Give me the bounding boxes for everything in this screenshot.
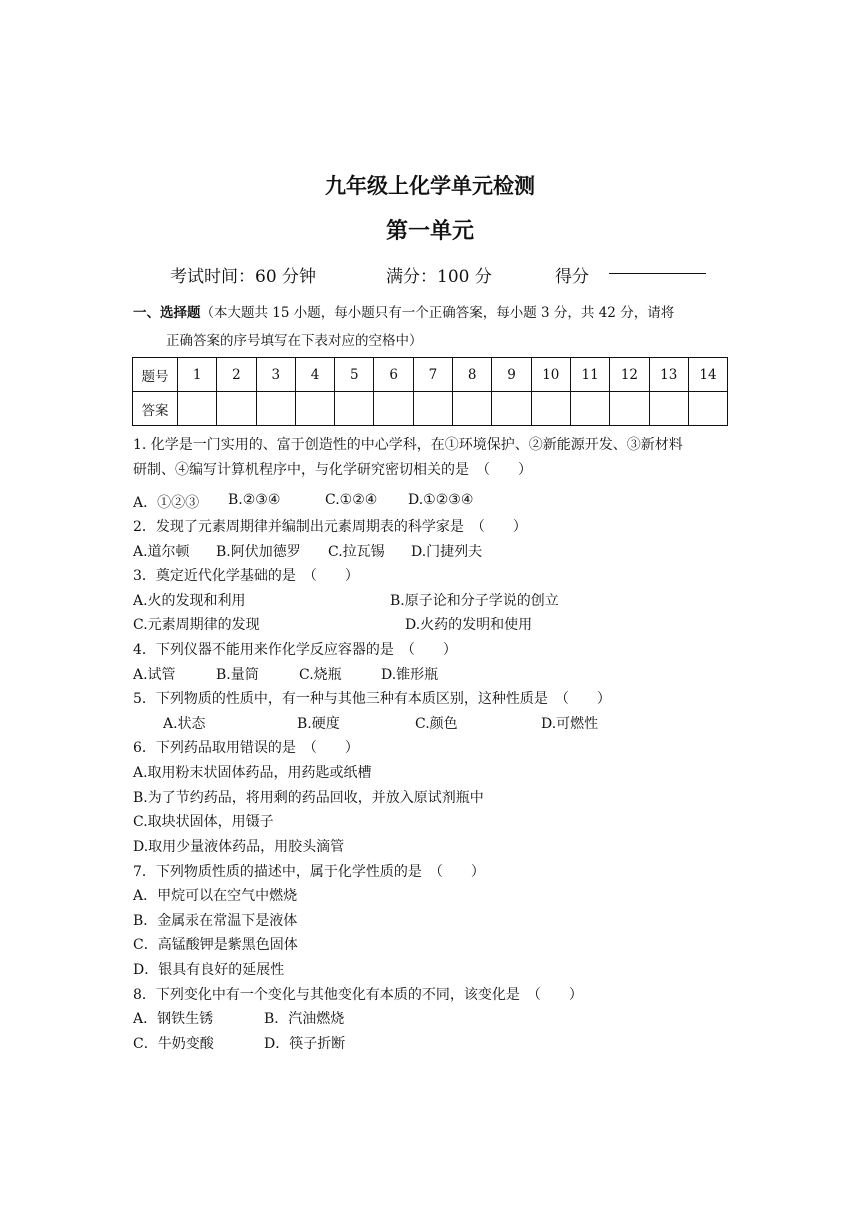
- table-cell-number: 11: [570, 358, 609, 392]
- exam-time: 考试时间：60 分钟: [170, 267, 317, 287]
- q7-option-b: B．金属汞在常温下是液体: [133, 913, 298, 929]
- answer-cell[interactable]: [217, 392, 256, 426]
- table-cell-number: 4: [295, 358, 334, 392]
- q6-option-d: D.取用少量液体药品，用胶头滴管: [133, 839, 345, 855]
- answer-cell[interactable]: [413, 392, 452, 426]
- answer-row-label: 答案: [133, 392, 178, 426]
- answer-cell[interactable]: [649, 392, 688, 426]
- score-blank-line: [609, 273, 706, 274]
- q6-option-a: A.取用粉末状固体药品，用药匙或纸槽: [133, 765, 372, 781]
- answer-cell[interactable]: [492, 392, 531, 426]
- q8-option-d: D．筷子折断: [264, 1036, 346, 1052]
- q1-stem-line2: 研制、④编写计算机程序中，与化学研究密切相关的是 （ ）: [133, 462, 532, 478]
- full-score: 满分：100 分: [386, 267, 492, 287]
- q2-option-c: C.拉瓦锡: [328, 544, 385, 560]
- q4-stem: 4．下列仪器不能用来作化学反应容器的是 （ ）: [133, 642, 457, 658]
- answer-cell[interactable]: [256, 392, 295, 426]
- answer-cell[interactable]: [335, 392, 374, 426]
- exam-subtitle: 第一单元: [385, 219, 474, 244]
- answer-table: [132, 357, 728, 426]
- q8-stem: 8．下列变化中有一个变化与其他变化有本质的不同，该变化是 （ ）: [133, 987, 583, 1003]
- q4-option-c: C.烧瓶: [299, 667, 342, 683]
- q1-option-a: A．①②③: [133, 495, 200, 511]
- exam-title: 九年级上化学单元检测: [325, 174, 535, 198]
- q6-option-b: B.为了节约药品，将用剩的药品回收，并放入原试剂瓶中: [133, 790, 484, 806]
- section-title: 一、选择题: [133, 305, 201, 321]
- answer-cell[interactable]: [610, 392, 649, 426]
- answer-cell[interactable]: [531, 392, 570, 426]
- q8-option-a: A．钢铁生锈: [133, 1011, 214, 1027]
- answer-cell[interactable]: [570, 392, 609, 426]
- q5-stem: 5．下列物质的性质中，有一种与其他三种有本质区别，这种性质是 （ ）: [133, 691, 611, 707]
- q1-stem-line1: 1. 化学是一门实用的、富于创造性的中心学科，在①环境保护、②新能源开发、③新材料: [133, 437, 683, 453]
- q1-option-c: C.①②④: [325, 492, 378, 508]
- q4-option-b: B.量筒: [216, 667, 259, 683]
- q7-stem: 7．下列物质性质的描述中，属于化学性质的是 （ ）: [133, 864, 485, 880]
- q3-option-b: B.原子论和分子学说的创立: [390, 593, 559, 609]
- q3-option-d: D.火药的发明和使用: [405, 617, 533, 633]
- q4-option-d: D.锥形瓶: [381, 667, 439, 683]
- q5-option-a: A.状态: [163, 716, 206, 732]
- answer-cell[interactable]: [453, 392, 492, 426]
- q7-option-d: D．银具有良好的延展性: [133, 962, 285, 978]
- section-heading: [133, 299, 733, 355]
- q3-stem: 3．奠定近代化学基础的是 （ ）: [133, 568, 359, 584]
- number-row-label: 题号: [133, 358, 178, 392]
- q6-option-c: C.取块状固体，用镊子: [133, 814, 274, 830]
- score-label: 得分: [555, 267, 589, 287]
- table-cell-number: 6: [374, 358, 413, 392]
- answer-cell[interactable]: [178, 392, 217, 426]
- q6-stem: 6．下列药品取用错误的是 （ ）: [133, 740, 359, 756]
- table-cell-number: 1: [178, 358, 217, 392]
- table-cell-number: 9: [492, 358, 531, 392]
- q7-option-a: A．甲烷可以在空气中燃烧: [133, 888, 298, 904]
- answer-table-number-row: [133, 358, 728, 392]
- q5-option-d: D.可燃性: [541, 716, 599, 732]
- q3-option-c: C.元素周期律的发现: [133, 617, 260, 633]
- q4-option-a: A.试管: [133, 667, 176, 683]
- section-instruction-line1: （本大题共 15 小题，每小题只有一个正确答案，每小题 3 分，共 42 分，请将: [200, 305, 675, 321]
- q2-option-b: B.阿伏加德罗: [216, 544, 301, 560]
- q5-option-c: C.颜色: [415, 716, 458, 732]
- q5-option-b: B.硬度: [297, 716, 340, 732]
- table-cell-number: 8: [453, 358, 492, 392]
- table-cell-number: 10: [531, 358, 570, 392]
- q1-option-d: D.①②③④: [408, 492, 474, 508]
- answer-cell[interactable]: [374, 392, 413, 426]
- table-cell-number: 12: [610, 358, 649, 392]
- section-instruction-line2: 正确答案的序号填写在下表对应的空格中）: [166, 333, 423, 349]
- answer-cell[interactable]: [688, 392, 727, 426]
- answer-cell[interactable]: [295, 392, 334, 426]
- q7-option-c: C．高锰酸钾是紫黑色固体: [133, 937, 298, 953]
- q2-stem: 2．发现了元素周期律并编制出元素周期表的科学家是 （ ）: [133, 519, 527, 535]
- q1-option-b: B.②③④: [228, 492, 281, 508]
- table-cell-number: 7: [413, 358, 452, 392]
- q3-option-a: A.火的发现和利用: [133, 593, 246, 609]
- q8-option-b: B．汽油燃烧: [264, 1011, 345, 1027]
- table-cell-number: 3: [256, 358, 295, 392]
- table-cell-number: 14: [688, 358, 727, 392]
- q8-option-c: C．牛奶变酸: [133, 1036, 214, 1052]
- answer-table-answer-row: [133, 392, 728, 426]
- q2-option-d: D.门捷列夫: [411, 544, 483, 560]
- table-cell-number: 5: [335, 358, 374, 392]
- table-cell-number: 2: [217, 358, 256, 392]
- q2-option-a: A.道尔顿: [133, 544, 190, 560]
- table-cell-number: 13: [649, 358, 688, 392]
